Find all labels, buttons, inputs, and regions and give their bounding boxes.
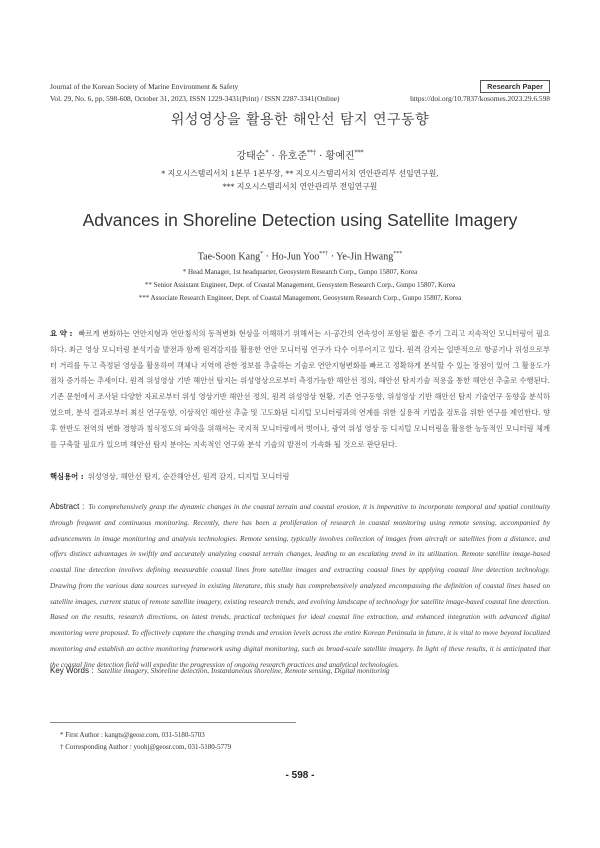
- english-author-2: Ho-Jun Yoo: [271, 251, 320, 263]
- english-author-1: Tae-Soon Kang: [197, 251, 261, 263]
- english-author-3: Ye-Jin Hwang: [336, 251, 394, 263]
- journal-name: Journal of the Korean Society of Marine Environment & Safety: [50, 81, 239, 91]
- english-author-1-mark: *: [260, 251, 264, 257]
- english-authors: [0, 251, 600, 262]
- korean-abstract: [50, 326, 550, 452]
- korean-author-3: 황예진: [325, 151, 355, 162]
- korean-author-3-mark: ***: [354, 149, 364, 157]
- author-separator: ·: [328, 251, 337, 263]
- korean-affiliation-2: *** 지오시스템리서치 연안관리부 전임연구원: [222, 182, 378, 191]
- footnote-corresponding-author: † Corresponding Author : yoohj@geosr.com, 031-5180-5779: [60, 743, 232, 751]
- korean-author-2-mark: **†: [306, 149, 316, 157]
- english-author-3-mark: ***: [393, 251, 403, 257]
- korean-author-2: 유호준: [278, 151, 307, 162]
- journal-header: [50, 80, 550, 104]
- english-affiliation-2: ** Senior Assistant Engineer, Dept. of Coastal Management, Geosystem Research Corp., Gunpo 15807, Korea: [144, 281, 456, 289]
- article-type-badge: Research Paper: [480, 80, 550, 93]
- english-abstract-label: Abstract :: [50, 502, 85, 511]
- english-title: Advances in Shoreline Detection using Satellite Imagery: [82, 210, 518, 230]
- korean-author-1: 강태순: [236, 151, 266, 162]
- korean-author-1-mark: *: [265, 149, 269, 157]
- footnote-divider: [50, 722, 296, 723]
- footnote-first-author: * First Author : kangts@geosr.com, 031-5180-5703: [60, 731, 205, 739]
- korean-authors: [0, 147, 600, 162]
- author-separator: ·: [268, 151, 278, 162]
- korean-title: 위성영상을 활용한 해안선 탐지 연구동향: [170, 112, 430, 128]
- english-author-2-mark: **†: [319, 251, 329, 257]
- english-keywords: [50, 666, 550, 675]
- author-separator: ·: [263, 251, 272, 263]
- english-affiliation-3: *** Associate Research Engineer, Dept. of Coastal Management, Geosystem Research Corp., Gunpo 15807, Korea: [138, 294, 462, 302]
- korean-keywords-label: 핵심용어 :: [50, 472, 84, 481]
- english-keywords-text: Satellite imagery, Shoreline detection, Instantaneous shoreline, Remote sensing, Digital monitoring: [97, 666, 390, 675]
- korean-abstract-label: 요 약 :: [50, 329, 73, 338]
- english-affiliation-1: * Head Manager, 1st headquarter, Geosystem Research Corp., Gunpo 15807, Korea: [182, 268, 418, 276]
- english-abstract-text: To comprehensively grasp the dynamic changes in the coastal terrain and coastal erosion, it is imperative to incorporate temporal and spatial continuity through frequent and continuous monitoring. Recently, there has been a proliferation of research in coastal monitoring using remote sensing, accompanied by advancements in image monitoring and analysis technologies. Remote sensing, typically involves collection of images from aircraft or satellites from a distance, and offers distinct advantages in swiftly and accurately analyzing coastal terrain changes, leading to an escalating trend in its utilization. Remote satellite image-based coastal line detection involves defining measurable coastal lines from satellite images and extracting coastal lines by applying coastal line detection technology. Drawing from the various data sources surveyed in existing literature, this study has comprehensively analyzed encompassing the definition of coastal lines based on satellite images, current status of remote satellite imagery, existing research trends, and evolving landscape of technology for satellite image-based coastal line detection. Based on the results, research directions, on latest trends, practical techniques for ideal coastal line extraction, and enhanced integration with advanced digital monitoring were proposed. To effectively capture the changing trends and erosion levels across the entire Korean Peninsula in future, it is vital to move beyond localized monitoring and establish an active monitoring framework using digital monitoring, such as broad-scale satellite imagery. In light of these results, it is anticipated that the coastal line detection field will expedite the progression of ongoing research practices and analytical technologies.: [50, 502, 550, 669]
- volume-info: Vol. 29, No. 6, pp. 598-608, October 31, 2023, ISSN 1229-3431(Print) / ISSN 2287-3341(Online): [50, 93, 340, 103]
- korean-keywords: [50, 472, 550, 482]
- english-keywords-label: Key Words :: [50, 666, 94, 675]
- doi-link[interactable]: https://doi.org/10.7837/kosomes.2023.29.6.598: [410, 93, 550, 103]
- korean-abstract-text: 빠르게 변화하는 연안지형과 연안침식의 동적변화 현상을 이해하기 위해서는 시·공간의 연속성이 포함된 짧은 주기 그리고 지속적인 모니터링이 필요하다. 최근 영상 모니터링 분석기술 발전과 함께 원격감지를 활용한 연안 모니터링 연구가 다수 이루어지고 있다. 원격 감지는 일반적으로 항공기나 위성으로부터 거리를 두고 측정된 영상을 활용하여 객체나 지역에 관한 정보를 추출하는 기술로 연안지형변화를 빠르고 정확하게 분석할 수 있는 장점이 있어 그 활용도가 점차 증가하는 추세이다. 원격 위성영상 기반 해안선 탐지는 위성영상으로부터 측정가능한 해안선 정의, 해안선 탐지기술 적용을 통한 해안선 추출로 수행된다. 기존 문헌에서 조사된 다양한 자료로부터 위성 영상기반 해안선 정의, 원격 위성영상 현황, 기존 연구동향, 위성영상 기반 해안선 탐지 기술연구 동향을 분석하였으며, 분석 결과로부터 최신 연구동향, 이상적인 해안선 추출 및 고도화된 디지털 모니터링과의 연계를 위한 실용적 기법을 검토을 위한 연구를 제언한다. 향후 한반도 전역의 변화 경향과 침식정도의 파악을 위해서는 국지적 모니터링에서 벗어나, 광역 위성 영상 등 디지털 모니터링을 활용한 능동적인 모니터링 체계를 구축할 필요가 있으며 해안선 탐지 분야는 지속적인 연구와 분석 기술의 발전이 가속화 될 것으로 판단된다.: [50, 329, 550, 449]
- page-number: - 598 -: [285, 770, 315, 781]
- korean-keywords-text: 위성영상, 해안선 탐지, 순간해안선, 원격 감지, 디지털 모니터링: [87, 472, 290, 481]
- english-abstract: [50, 499, 550, 672]
- korean-affiliation-1: * 지오시스템리서치 1본부 1본부장, ** 지오시스템리서치 연안관리부 선임연구원,: [161, 169, 439, 178]
- author-separator: ·: [315, 151, 326, 162]
